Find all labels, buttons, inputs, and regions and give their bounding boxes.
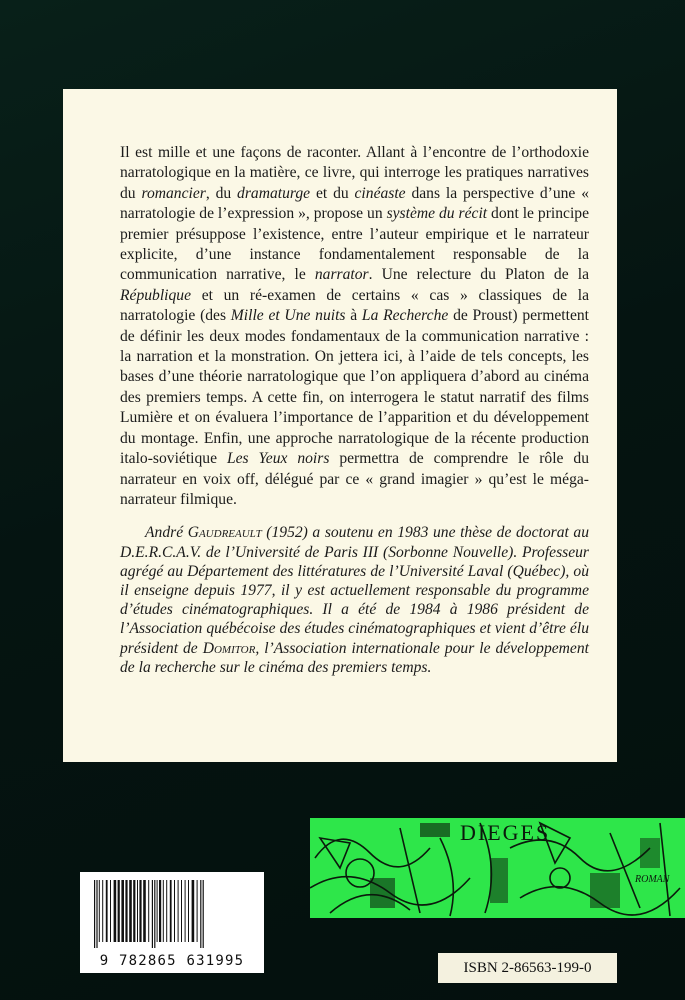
barcode-bar bbox=[121, 880, 124, 942]
barcode-bar bbox=[118, 880, 120, 942]
barcode-bar bbox=[166, 880, 167, 942]
barcode-bar bbox=[137, 880, 138, 942]
book-description bbox=[120, 143, 589, 510]
text-panel bbox=[63, 89, 617, 762]
barcode-bar bbox=[203, 880, 204, 948]
barcode-bar bbox=[125, 880, 127, 942]
barcode-bar bbox=[181, 880, 182, 942]
bio-text: (1952) a soutenu en 1983 une thèse de doctorat au D.E.R.C.A.V. de l’Université de Paris III (Sorbonne Nouvelle). Professeur agrégé au Département des littératures de l’Université Laval (Québec), où il enseigne depuis 1977, il y est actuellement responsable du programme d’études cinématographiques. Il a été de 1984 à 1986 président de l’Association québécoise des études cinématographiques et vient d’être élu président de bbox=[120, 524, 590, 657]
title-les-yeux-noirs: Les Yeux noirs bbox=[226, 450, 330, 468]
barcode-bar bbox=[94, 880, 95, 948]
description-text: , du bbox=[205, 184, 238, 202]
barcode-bar bbox=[163, 880, 164, 942]
barcode-bar bbox=[99, 880, 100, 942]
barcode-bar bbox=[188, 880, 189, 942]
barcode-bar bbox=[170, 880, 172, 942]
description-text: permettra de comprendre le rôle du narrateur en voix off, délégué par ce « grand imagier » qu’est le méga-narrateur filmique. bbox=[120, 450, 589, 508]
bio-text: , l’Association internationale pour le développement de la recherche sur le cinéma des premiers temps. bbox=[120, 639, 589, 676]
artwork-fragment-dieges: DIEGES bbox=[460, 820, 551, 845]
description-text: de Proust) permettent de définir les deux modes fondamentaux de la communication narrative : la narration et la monstration. On jettera ici, à l’aide de tels concepts, les bases d’une théorie narratologique que l’on appliquera d’abord au cinéma des premiers temps. A cette fin, on interrogera le statut narratif des films Lumière et on évaluera l’importance de l’apparition et du développement du montage. Enfin, une approche narratologique de la récente production italo-soviétique bbox=[120, 307, 589, 468]
barcode-bar bbox=[197, 880, 198, 942]
description-text: . Une relecture du Platon de la bbox=[368, 266, 589, 284]
description-text: et un ré-examen de certains « cas » classiques de la narratologie (des bbox=[120, 286, 589, 325]
barcode-bar bbox=[114, 880, 117, 942]
title-la-recherche: La Recherche bbox=[361, 307, 449, 325]
term-romancier: romancier bbox=[141, 184, 206, 202]
barcode-bar bbox=[148, 880, 149, 942]
barcode-bar bbox=[185, 880, 186, 942]
term-narrator: narrator bbox=[314, 266, 369, 284]
bio-text: André bbox=[145, 524, 188, 542]
description-text: dont le principe premier présuppose l’existence, entre l’auteur empirique et le narrateur explicite, d’une instance fondamentalement responsable de la communication narrative, le bbox=[120, 205, 589, 284]
barcode-bar bbox=[133, 880, 135, 942]
barcode-bar bbox=[174, 880, 175, 942]
description-text: dans la perspective d’une « narratologie de l’expression », propose un bbox=[120, 184, 590, 223]
title-mille-et-une-nuits: Mille et Une nuits bbox=[230, 307, 346, 325]
term-systeme-du-recit: système du récit bbox=[386, 205, 488, 223]
barcode-number: 9 782865 631995 bbox=[99, 953, 245, 969]
barcode-bars bbox=[80, 872, 264, 952]
barcode-bar bbox=[159, 880, 161, 942]
artwork-fragment-roman: ROMAN bbox=[635, 874, 670, 885]
barcode-bar bbox=[154, 880, 155, 948]
author-name: Gaudreault bbox=[187, 524, 262, 542]
term-cineaste: cinéaste bbox=[354, 184, 406, 202]
description-text: Il est mille et une façons de raconter. Allant à l’encontre de l’orthodoxie narratologique en la matière, ce livre, qui interroge les pratiques narratives du bbox=[120, 144, 589, 202]
description-text: et du bbox=[310, 184, 355, 202]
barcode-bar bbox=[178, 880, 179, 942]
cover-artwork bbox=[310, 818, 685, 918]
engraving-illustration bbox=[310, 818, 685, 918]
description-text: à bbox=[345, 307, 362, 325]
barcode-bar bbox=[157, 880, 158, 942]
barcode-bar bbox=[139, 880, 141, 942]
barcode-bar bbox=[129, 880, 132, 942]
title-republique: République bbox=[120, 286, 192, 304]
author-biography bbox=[120, 523, 589, 677]
isbn-label: ISBN 2-86563-199-0 bbox=[438, 953, 617, 983]
barcode-bar bbox=[102, 880, 103, 942]
term-dramaturge: dramaturge bbox=[237, 184, 311, 202]
barcode-bar bbox=[106, 880, 108, 942]
barcode bbox=[80, 872, 264, 973]
barcode-bar bbox=[110, 880, 111, 942]
domitor-name: Domitor bbox=[202, 639, 256, 657]
barcode-bar bbox=[96, 880, 97, 948]
barcode-bar bbox=[143, 880, 146, 942]
barcode-bar bbox=[192, 880, 195, 942]
barcode-bar bbox=[200, 880, 201, 948]
barcode-bar bbox=[152, 880, 153, 948]
